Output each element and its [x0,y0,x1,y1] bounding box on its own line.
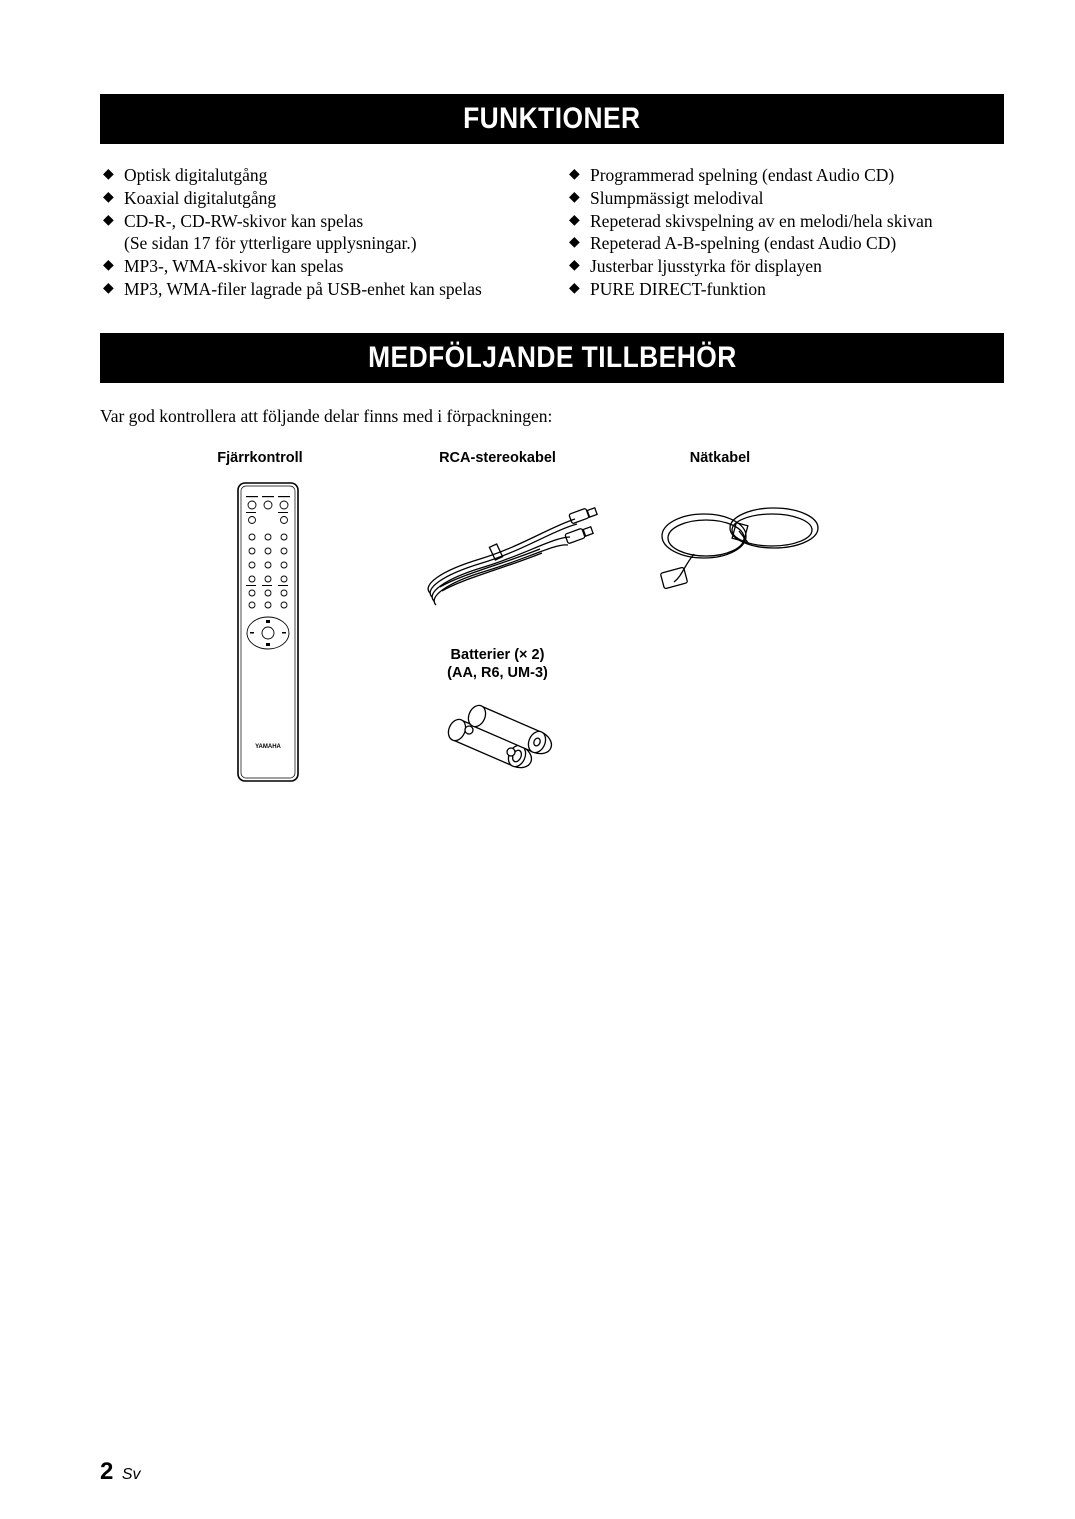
list-item: ◆ CD-R-, CD-RW-skivor kan spelas (Se sidan 17 för ytterligare upplysningar.) [103,210,417,254]
batteries-caption: Batterier (× 2) (AA, R6, UM-3) [447,647,548,681]
list-item: ◆ Optisk digitalutgång [103,165,268,185]
diamond-bullet-icon: ◆ [103,189,114,205]
batteries-icon [447,700,559,778]
list-item: ◆ Programmerad spelning (endast Audio CD) [569,165,895,185]
diamond-bullet-icon: ◆ [569,235,580,251]
accessories-intro: Var god kontrollera att följande delar finns med i förpackningen: [100,406,553,426]
list-item: ◆ MP3-, WMA-skivor kan spelas [103,256,344,277]
list-item: ◆ MP3, WMA-filer lagrade på USB-enhet kan spelas [103,278,482,299]
list-item: ◆ Repeterad skivspelning av en melodi/hela skivan [569,210,933,231]
diamond-bullet-icon: ◆ [569,280,580,296]
page-language: Sv [121,1466,141,1483]
page-footer [100,1458,140,1486]
remote-control-icon [236,481,300,783]
remote-caption: Fjärrkontroll [217,450,303,466]
diamond-bullet-icon: ◆ [103,258,114,274]
features-list-right [569,164,1009,301]
rca-cable-icon [420,497,610,612]
diamond-bullet-icon: ◆ [569,189,580,205]
remote-brand-label: YAMAHA [255,744,281,750]
list-item: ◆ Justerbar ljusstyrka för displayen [569,256,822,277]
diamond-bullet-icon: ◆ [569,258,580,274]
page-number: 2 [100,1458,114,1485]
list-item: ◆ Slumpmässigt melodival [569,187,764,208]
rca-cable-caption: RCA-stereokabel [439,450,556,466]
diamond-bullet-icon: ◆ [569,212,580,228]
list-item: ◆ Koaxial digitalutgång [103,187,277,208]
features-heading: FUNKTIONER [100,94,1004,144]
diamond-bullet-icon: ◆ [103,167,114,182]
list-item: ◆ PURE DIRECT-funktion [569,278,766,299]
diamond-bullet-icon: ◆ [569,167,580,182]
power-cable-icon [654,496,824,591]
diamond-bullet-icon: ◆ [103,280,114,296]
power-cable-caption: Nätkabel [689,450,751,466]
list-item: ◆ Repeterad A-B-spelning (endast Audio CD) [569,233,897,254]
features-list-left [103,164,553,301]
accessories-heading: MEDFÖLJANDE TILLBEHÖR [100,333,1004,383]
diamond-bullet-icon: ◆ [103,212,114,228]
